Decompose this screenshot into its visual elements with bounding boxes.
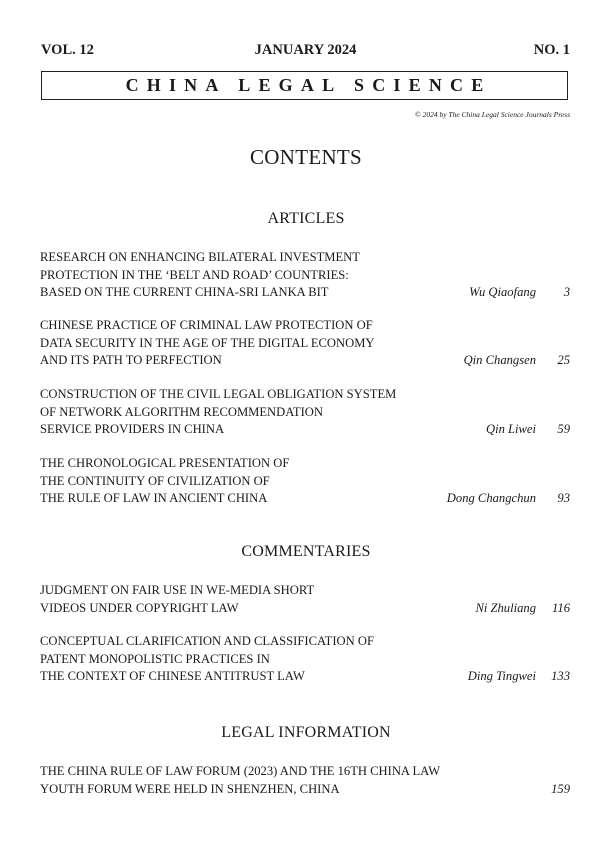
journal-title: CHINA LEGAL SCIENCE: [125, 75, 492, 95]
entry-author: Qin Changsen: [463, 353, 536, 367]
entry-title-line: THE CONTINUITY OF CIVILIZATION OF: [40, 473, 270, 488]
entry-author: Dong Changchun: [446, 491, 536, 505]
entry-title-line: THE RULE OF LAW IN ANCIENT CHINA: [40, 491, 268, 505]
toc-entry[interactable]: [40, 633, 570, 686]
entry-page-number: 3: [563, 285, 570, 299]
entry-meta: [447, 490, 570, 508]
copyright-notice: © 2024 by The China Legal Science Journals Press: [415, 110, 570, 119]
entry-title-line: CONCEPTUAL CLARIFICATION AND CLASSIFICATION OF: [40, 634, 374, 648]
entry-title-line: YOUTH FORUM WERE HELD IN SHENZHEN, CHINA: [40, 781, 340, 796]
entry-page-number: 116: [552, 600, 570, 615]
entry-title-line: PATENT MONOPOLISTIC PRACTICES IN: [40, 651, 270, 666]
entry-title-line: DATA SECURITY IN THE AGE OF THE DIGITAL ECONOMY: [40, 335, 375, 350]
entry-title-line: OF NETWORK ALGORITHM RECOMMENDATION: [40, 404, 324, 419]
entry-meta: [464, 352, 570, 370]
entry-title-line: CONSTRUCTION OF THE CIVIL LEGAL OBLIGATION SYSTEM: [40, 387, 397, 401]
contents-heading: CONTENTS: [249, 145, 363, 169]
entry-title-line: SERVICE PROVIDERS IN CHINA: [40, 422, 225, 436]
entry-page-number: 25: [557, 353, 570, 367]
entry-author: Wu Qiaofang: [469, 285, 536, 299]
entry-page-number: 133: [551, 669, 570, 683]
entry-meta: [469, 284, 570, 302]
entry-page-number: 93: [557, 491, 570, 505]
toc-entry[interactable]: [40, 582, 570, 617]
entry-title-line: RESEARCH ON ENHANCING BILATERAL INVESTMENT: [40, 250, 360, 264]
issue-line: [41, 42, 570, 60]
entry-author: Qin Liwei: [485, 422, 536, 436]
issue-date: JANUARY 2024: [254, 42, 357, 58]
toc-entry[interactable]: [40, 386, 570, 439]
issue-number: NO. 1: [533, 42, 570, 58]
entry-meta: [536, 781, 570, 799]
entry-title-line: THE CONTEXT OF CHINESE ANTITRUST LAW: [40, 669, 305, 683]
entry-title-line: THE CHRONOLOGICAL PRESENTATION OF: [40, 456, 290, 470]
entry-meta: [475, 600, 570, 618]
entry-meta: [468, 668, 570, 686]
section-heading-legal-information: LEGAL INFORMATION: [221, 724, 391, 741]
entry-title-line: VIDEOS UNDER COPYRIGHT LAW: [40, 600, 239, 615]
toc-entry[interactable]: [40, 317, 570, 370]
toc-entry[interactable]: [40, 763, 570, 798]
toc-entry[interactable]: [40, 455, 570, 508]
section-heading-articles: ARTICLES: [267, 210, 345, 227]
entry-meta: [486, 421, 570, 439]
entry-title-line: BASED ON THE CURRENT CHINA-SRI LANKA BIT: [40, 285, 329, 299]
volume-label: VOL. 12: [41, 42, 94, 58]
entry-author: Ni Zhuliang: [475, 600, 536, 615]
entry-title-line: THE CHINA RULE OF LAW FORUM (2023) AND THE 16TH CHINA LAW: [40, 764, 441, 778]
entry-title-line: AND ITS PATH TO PERFECTION: [40, 353, 222, 367]
entry-page-number: 159: [551, 781, 570, 796]
entry-title-line: PROTECTION IN THE ‘BELT AND ROAD’ COUNTRIES:: [40, 267, 349, 282]
journal-title-box: [41, 71, 568, 100]
entry-author: Ding Tingwei: [467, 669, 536, 683]
entry-page-number: 59: [557, 422, 570, 436]
entry-title-line: JUDGMENT ON FAIR USE IN WE-MEDIA SHORT: [40, 583, 315, 597]
entry-title-line: CHINESE PRACTICE OF CRIMINAL LAW PROTECTION OF: [40, 318, 373, 332]
toc-entry[interactable]: [40, 249, 570, 302]
section-heading-commentaries: COMMENTARIES: [241, 543, 371, 560]
